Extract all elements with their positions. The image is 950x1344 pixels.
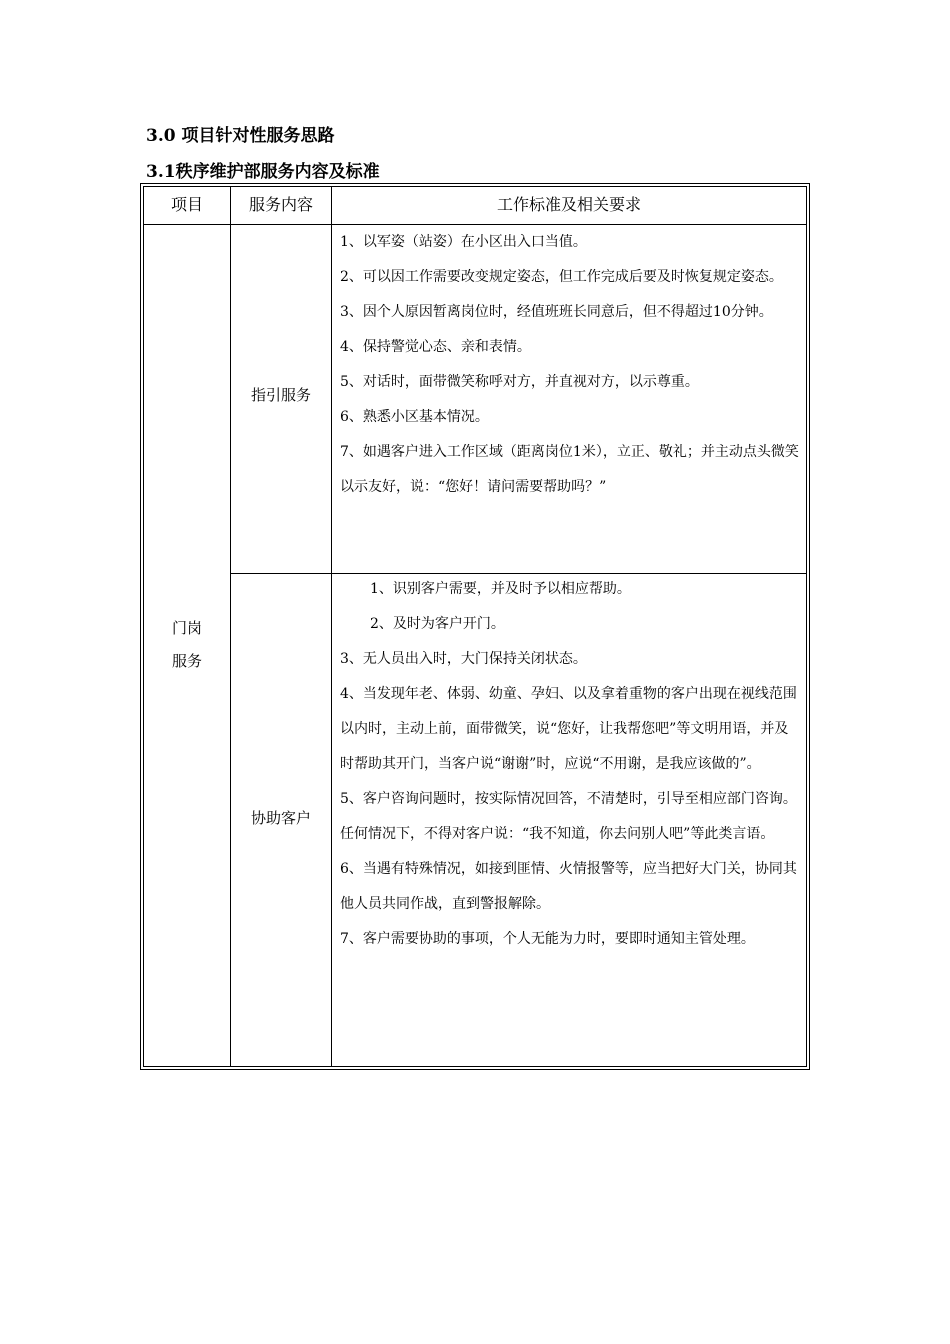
project-label-line1: 门岗 bbox=[171, 619, 202, 637]
list-item: 6、当遇有特殊情况，如接到匪情、火情报警等，应当把好大门关，协同其他人员共同作战，直到警报解除。 bbox=[340, 861, 797, 912]
list-item: 1、识别客户需要，并及时予以相应帮助。 bbox=[370, 581, 631, 597]
guidance-standards bbox=[340, 225, 800, 505]
list-item: 2、及时为客户开门。 bbox=[370, 616, 505, 632]
assist-customer-standards bbox=[340, 572, 800, 957]
list-item: 4、保持警觉心态、亲和表情。 bbox=[340, 339, 531, 355]
header-service: 服务内容 bbox=[248, 195, 313, 214]
list-item: 3、无人员出入时，大门保持关闭状态。 bbox=[340, 651, 587, 667]
column-divider bbox=[331, 187, 332, 1066]
service-guidance: 指引服务 bbox=[250, 386, 311, 404]
list-item: 7、客户需要协助的事项，个人无能为力时，要即时通知主管处理。 bbox=[340, 931, 755, 947]
header-project: 项目 bbox=[170, 195, 203, 214]
list-item: 4、当发现年老、体弱、幼童、孕妇、以及拿着重物的客户出现在视线范围以内时，主动上前，面带微笑，说“您好，让我帮您吧”等文明用语，并及时帮助其开门，当客户说“谢谢”时，应说“不用谢，是我应该做的”。 bbox=[340, 686, 797, 772]
list-item: 3、因个人原因暂离岗位时，经值班班长同意后，但不得超过10分钟。 bbox=[340, 304, 773, 320]
list-item: 6、熟悉小区基本情况。 bbox=[340, 409, 489, 425]
service-assist-customer: 协助客户 bbox=[250, 809, 311, 827]
subsection-heading: 3.1秩序维护部服务内容及标准 bbox=[146, 162, 380, 182]
list-item: 5、客户咨询问题时，按实际情况回答，不清楚时，引导至相应部门咨询。任何情况下，不得对客户说：“我不知道，你去问别人吧”等此类言语。 bbox=[340, 791, 797, 842]
header-standard: 工作标准及相关要求 bbox=[496, 195, 641, 214]
list-item: 7、如遇客户进入工作区域（距离岗位1米），立正、敬礼；并主动点头微笑以示友好，说：“您好！请问需要帮助吗？” bbox=[340, 444, 799, 495]
list-item: 2、可以因工作需要改变规定姿态，但工作完成后要及时恢复规定姿态。 bbox=[340, 269, 783, 285]
list-item: 1、以军姿（站姿）在小区出入口当值。 bbox=[340, 234, 587, 250]
table-grid bbox=[143, 186, 807, 1067]
list-item: 5、对话时，面带微笑称呼对方，并直视对方，以示尊重。 bbox=[340, 374, 699, 390]
column-divider bbox=[230, 187, 231, 1066]
project-label-line2: 服务 bbox=[171, 652, 202, 670]
section-heading: 3.0 项目针对性服务思路 bbox=[146, 126, 335, 146]
service-standard-table bbox=[140, 183, 810, 1070]
